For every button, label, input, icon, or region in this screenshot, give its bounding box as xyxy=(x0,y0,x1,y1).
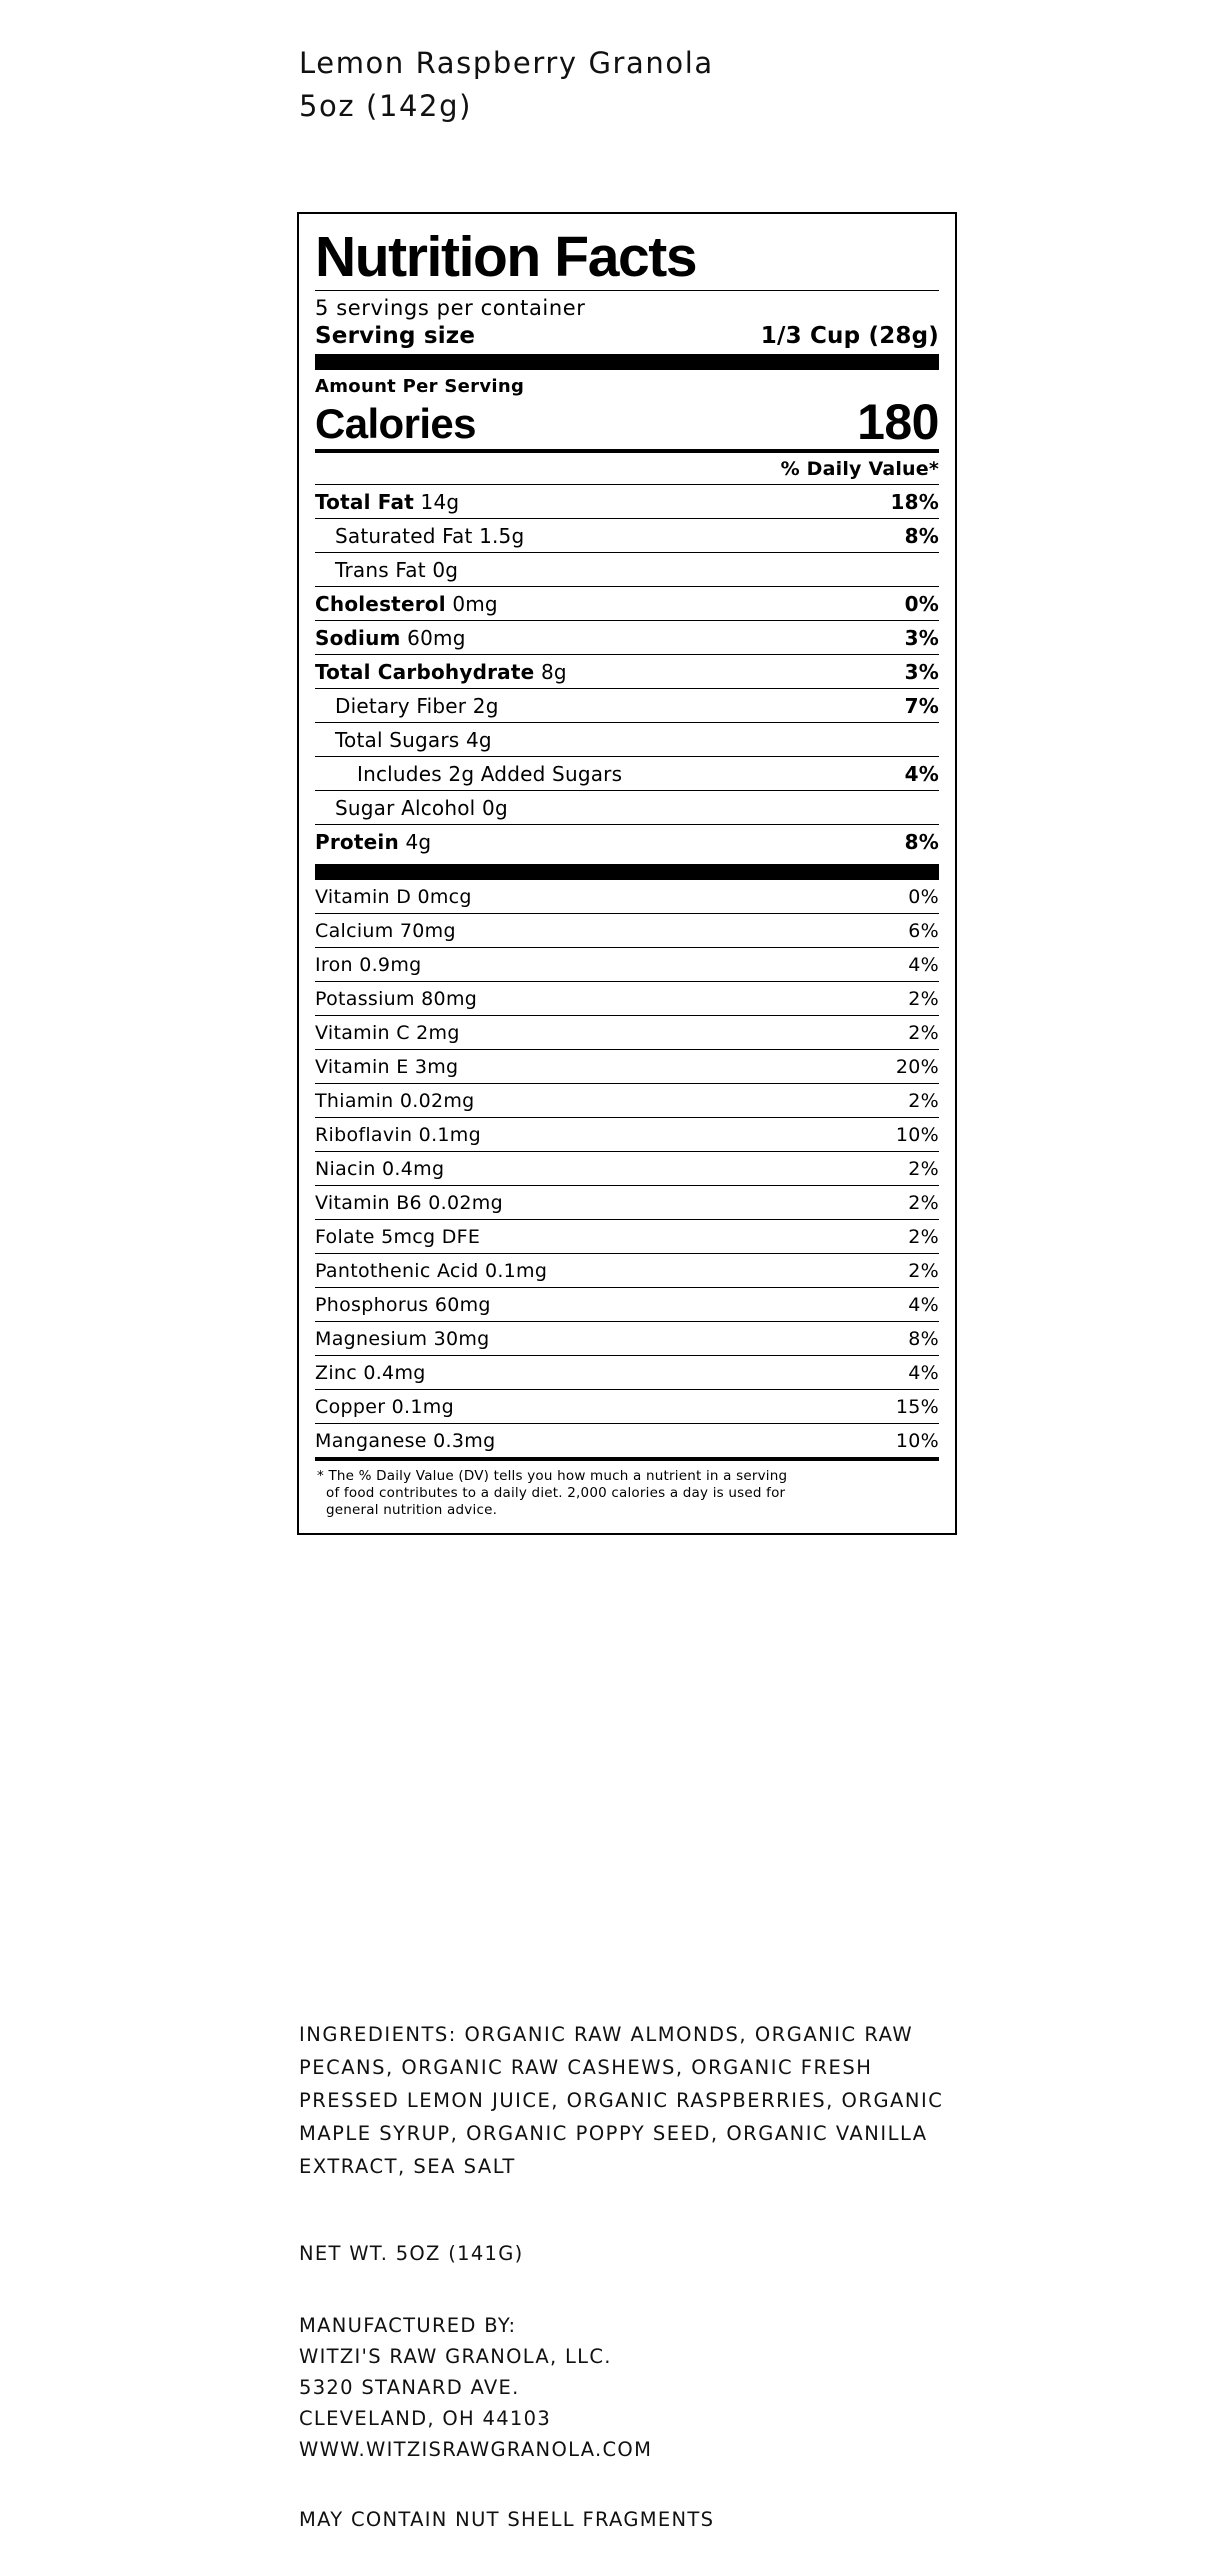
micronutrient-dv: 15% xyxy=(895,1396,939,1418)
micronutrient-label: Folate 5mcg DFE xyxy=(315,1226,481,1248)
micronutrient-label: Vitamin B6 0.02mg xyxy=(315,1192,503,1214)
table-row xyxy=(315,586,939,620)
product-size: 5oz (142g) xyxy=(299,89,473,123)
table-row xyxy=(315,1117,939,1151)
net-weight-text: NET WT. 5OZ (141G) xyxy=(299,2242,524,2265)
serving-size-label: Serving size xyxy=(315,323,476,349)
nutrient-amount: 60mg xyxy=(407,626,466,650)
nutrient-amount: 4g xyxy=(466,728,492,752)
table-row xyxy=(315,981,939,1015)
allergen-warning-text: MAY CONTAIN NUT SHELL FRAGMENTS xyxy=(299,2508,715,2531)
micronutrient-label: Pantothenic Acid 0.1mg xyxy=(315,1260,548,1282)
serving-size-row xyxy=(315,323,939,354)
footnote-line-3: general nutrition advice. xyxy=(326,1502,498,1518)
table-row xyxy=(315,1287,939,1321)
micronutrient-label: Copper 0.1mg xyxy=(315,1396,454,1418)
ingredients-text: INGREDIENTS: ORGANIC RAW ALMONDS, ORGANIC RAW PECANS, ORGANIC RAW CASHEWS, ORGANIC FRESH PRESSED LEMON JUICE, ORGANIC RASPBERRIES, ORGANIC MAPLE SYRUP, ORGANIC POPPY SEED, ORGANIC VANILLA EXTRACT, SEA SALT xyxy=(299,2023,944,2178)
micronutrient-label: Thiamin 0.02mg xyxy=(315,1090,475,1112)
micronutrient-dv: 20% xyxy=(895,1056,939,1078)
micronutrient-label: Vitamin D 0mcg xyxy=(315,886,472,908)
micronutrient-dv: 4% xyxy=(908,1362,939,1384)
nutrient-amount: 2g Added Sugars xyxy=(448,762,623,786)
micronutrient-dv: 2% xyxy=(908,1158,939,1180)
table-row xyxy=(315,1015,939,1049)
micronutrient-dv: 4% xyxy=(908,1294,939,1316)
micronutrient-dv: 0% xyxy=(908,886,939,908)
daily-value-header: % Daily Value* xyxy=(780,458,939,480)
nutrient-amount: 8g xyxy=(540,660,567,684)
micronutrient-dv: 6% xyxy=(908,920,939,942)
table-row xyxy=(315,1151,939,1185)
nutrient-dv: 0% xyxy=(904,592,939,616)
manufacturer-block xyxy=(299,2310,652,2465)
manufacturer-line-1: MANUFACTURED BY: xyxy=(299,2314,517,2337)
divider-thick-micros xyxy=(315,864,939,880)
nutrient-dv: 8% xyxy=(904,830,939,854)
micronutrient-dv: 10% xyxy=(895,1124,939,1146)
product-title xyxy=(299,42,999,128)
micronutrient-label: Vitamin E 3mg xyxy=(315,1056,459,1078)
nutrient-amount: 4g xyxy=(405,830,432,854)
manufacturer-line-3: 5320 STANARD AVE. xyxy=(299,2376,520,2399)
nutrient-amount: 0g xyxy=(482,796,508,820)
nutrient-dv: 4% xyxy=(904,762,939,786)
daily-value-footnote xyxy=(315,1457,939,1521)
micronutrient-label: Iron 0.9mg xyxy=(315,954,422,976)
micronutrient-label: Phosphorus 60mg xyxy=(315,1294,491,1316)
nutrient-label: Total Carbohydrate xyxy=(315,660,535,684)
table-row xyxy=(315,756,939,790)
micronutrient-dv: 2% xyxy=(908,1090,939,1112)
micronutrient-dv: 8% xyxy=(908,1328,939,1350)
table-row xyxy=(315,1219,939,1253)
nutrient-dv: 3% xyxy=(904,626,939,650)
nutrient-dv: 8% xyxy=(904,524,939,548)
table-row xyxy=(315,484,939,518)
table-row xyxy=(315,1049,939,1083)
micronutrient-dv: 10% xyxy=(895,1430,939,1452)
table-row xyxy=(315,824,939,858)
nutrition-facts-panel xyxy=(297,212,957,1535)
manufacturer-line-2: WITZI'S RAW GRANOLA, LLC. xyxy=(299,2345,612,2368)
manufacturer-line-4: CLEVELAND, OH 44103 xyxy=(299,2407,552,2430)
table-row xyxy=(315,880,939,913)
nutrient-amount: 14g xyxy=(420,490,460,514)
micronutrient-label: Riboflavin 0.1mg xyxy=(315,1124,481,1146)
nutrient-dv: 18% xyxy=(890,490,939,514)
micronutrient-label: Calcium 70mg xyxy=(315,920,456,942)
micronutrient-dv: 2% xyxy=(908,988,939,1010)
micronutrient-dv: 4% xyxy=(908,954,939,976)
product-name: Lemon Raspberry Granola xyxy=(299,46,714,80)
micronutrient-label: Vitamin C 2mg xyxy=(315,1022,460,1044)
nutrient-dv: 3% xyxy=(904,660,939,684)
nutrient-label: Saturated Fat xyxy=(335,524,473,548)
calories-value: 180 xyxy=(857,394,939,450)
table-row xyxy=(315,790,939,824)
nutrient-amount: 0g xyxy=(432,558,459,582)
nutrient-amount: 0mg xyxy=(452,592,498,616)
table-row xyxy=(315,722,939,756)
nutrient-label: Trans Fat xyxy=(335,558,426,582)
micronutrient-dv: 2% xyxy=(908,1022,939,1044)
micronutrient-dv: 2% xyxy=(908,1192,939,1214)
table-row xyxy=(315,1355,939,1389)
nutrient-label: Total Sugars xyxy=(335,728,460,752)
calories-label: Calories xyxy=(315,400,476,447)
nutrient-label: Total Fat xyxy=(315,490,414,514)
table-row xyxy=(315,552,939,586)
table-row xyxy=(315,1185,939,1219)
divider-thick-top xyxy=(315,354,939,370)
micronutrient-label: Niacin 0.4mg xyxy=(315,1158,445,1180)
table-row xyxy=(315,1083,939,1117)
manufacturer-website: WWW.WITZISRAWGRANOLA.COM xyxy=(299,2438,653,2461)
micronutrient-dv: 2% xyxy=(908,1226,939,1248)
table-row xyxy=(315,1253,939,1287)
footnote-line-2: of food contributes to a daily diet. 2,000 calories a day is used for xyxy=(326,1485,786,1501)
nutrient-label: Cholesterol xyxy=(315,592,446,616)
table-row xyxy=(315,688,939,722)
nutrient-label: Protein xyxy=(315,830,399,854)
micronutrient-label: Potassium 80mg xyxy=(315,988,478,1010)
calories-row xyxy=(315,394,939,450)
micronutrient-dv: 2% xyxy=(908,1260,939,1282)
nutrient-label: Sodium xyxy=(315,626,401,650)
amount-per-serving-label: Amount Per Serving xyxy=(315,376,525,397)
table-row xyxy=(315,518,939,552)
table-row xyxy=(315,654,939,688)
serving-size-value: 1/3 Cup (28g) xyxy=(760,323,939,349)
servings-per-container: 5 servings per container xyxy=(315,296,586,320)
nutrient-dv: 7% xyxy=(904,694,939,718)
nutrient-label: Sugar Alcohol xyxy=(335,796,476,820)
nutrient-label: Dietary Fiber xyxy=(335,694,467,718)
nutrient-label: Includes xyxy=(357,762,442,786)
nutrition-facts-title: Nutrition Facts xyxy=(315,225,697,289)
micronutrient-label: Zinc 0.4mg xyxy=(315,1362,426,1384)
nutrient-amount: 2g xyxy=(472,694,499,718)
table-row xyxy=(315,1423,939,1457)
table-row xyxy=(315,947,939,981)
table-row xyxy=(315,1389,939,1423)
table-row xyxy=(315,1321,939,1355)
table-row xyxy=(315,913,939,947)
micronutrient-label: Magnesium 30mg xyxy=(315,1328,490,1350)
nutrient-amount: 1.5g xyxy=(479,524,525,548)
table-row xyxy=(315,620,939,654)
micronutrient-label: Manganese 0.3mg xyxy=(315,1430,496,1452)
footnote-line-1: * The % Daily Value (DV) tells you how much a nutrient in a serving xyxy=(317,1468,788,1484)
